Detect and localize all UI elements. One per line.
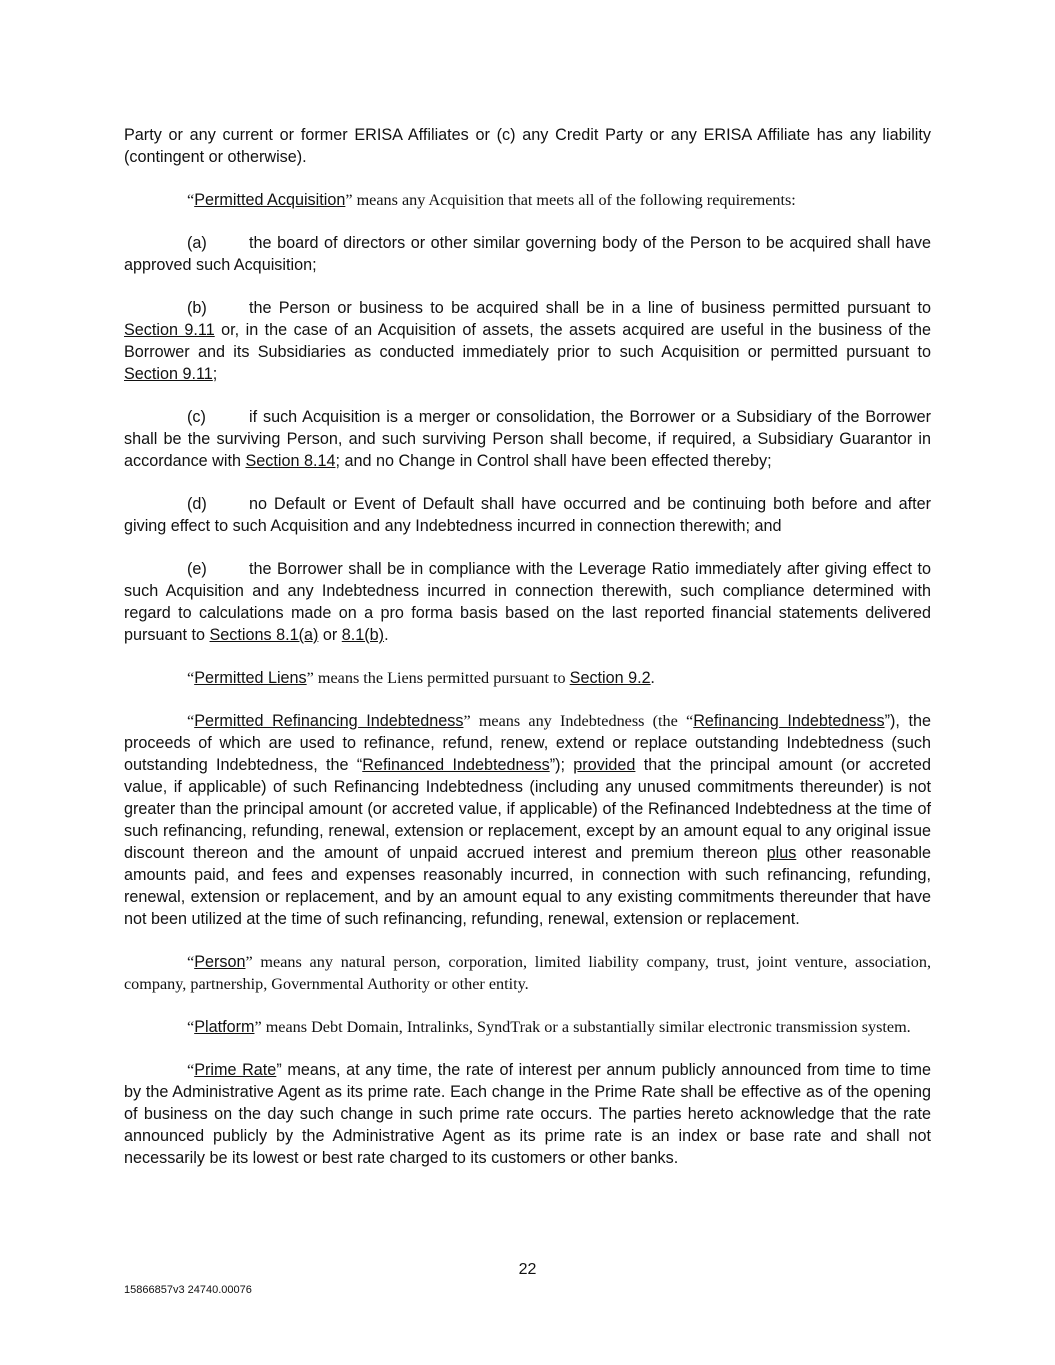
clause-label: (b) bbox=[187, 299, 207, 317]
clause-label: (e) bbox=[187, 560, 207, 578]
definition-text: ”); bbox=[549, 756, 574, 774]
open-quote: “ bbox=[187, 1061, 195, 1079]
close-quote: ” bbox=[306, 669, 314, 687]
section-reference: Section 9.2 bbox=[569, 669, 651, 687]
defined-term: Platform bbox=[194, 1018, 255, 1036]
clause-d bbox=[124, 493, 931, 537]
continued-paragraph: Party or any current or former ERISA Affiliates or (c) any Credit Party or any ERISA Affiliate has any liability (contingent or otherwise). bbox=[124, 126, 931, 166]
clause-c bbox=[124, 406, 931, 472]
clause-text: if such Acquisition is a merger or consolidation, the Borrower or a Subsidiary of the Borrower shall be the surviving Person, and such surviving Person shall become, if required, a Subsidiary Guarantor in accordance with bbox=[124, 408, 931, 470]
defined-term: Permitted Liens bbox=[194, 669, 307, 687]
definition-permitted-acquisition bbox=[124, 189, 931, 211]
proviso-term: plus bbox=[766, 844, 797, 862]
open-quote: “ bbox=[187, 1018, 195, 1036]
page-number: 22 bbox=[518, 1261, 537, 1278]
open-quote: “ bbox=[187, 191, 195, 209]
open-quote: “ bbox=[187, 712, 195, 730]
section-reference: Sections 8.1(a) bbox=[209, 626, 319, 644]
defined-term: Refinancing Indebtedness bbox=[693, 712, 885, 730]
definition-text: other reasonable amounts paid, and fees and expenses reasonably incurred, in connection with such refinancing, refunding, renewal, extension or replacement, and by an amount equal to any existing commitments thereunder that have not been utilized at the time of such refinancing, refunding, renewal, extension or replacement. bbox=[124, 844, 931, 928]
definition-prime-rate bbox=[124, 1059, 931, 1169]
definition-permitted-liens bbox=[124, 667, 931, 689]
document-id: 15866857v3 24740.00076 bbox=[124, 1284, 252, 1296]
clause-label: (d) bbox=[187, 495, 207, 513]
clause-a bbox=[124, 232, 931, 276]
clause-text: or bbox=[318, 626, 342, 644]
clause-text: no Default or Event of Default shall have occurred and be continuing both before and after giving effect to such Acquisition and any Indebtedness incurred in connection therewith; and bbox=[124, 495, 931, 535]
defined-term: Permitted Acquisition bbox=[194, 191, 346, 209]
defined-term: Prime Rate bbox=[194, 1061, 277, 1079]
section-reference: Section 8.14 bbox=[245, 452, 336, 470]
definition-text: that the principal amount (or accreted value, if applicable) of such Refinancing Indebtedness (including any unused commitments thereunder) is not greater than the principal amount (or accreted value, if applicable) of the Refinanced Indebtedness at the time of such refinancing, refunding, renewal, extension or replacement, except by an amount equal to any original issue discount thereon and the amount of unpaid accrued interest and premium thereon bbox=[124, 756, 931, 862]
definition-person bbox=[124, 951, 931, 995]
clause-text: the Borrower shall be in compliance with the Leverage Ratio immediately after giving effect to such Acquisition and any Indebtedness incurred in connection therewith, such compliance determined with regard to calculations made on a pro forma basis based on the last reported financial statements delivered pursuant to bbox=[124, 560, 931, 644]
section-reference: Section 9.11 bbox=[124, 321, 215, 339]
clause-text: the board of directors or other similar governing body of the Person to be acquired shall have approved such Acquisition; bbox=[124, 234, 931, 274]
defined-term: Person bbox=[194, 953, 246, 971]
close-quote: ” bbox=[345, 191, 353, 209]
definition-text: ” means, at any time, the rate of interest per annum publicly announced from time to time by the Administrative Agent as its prime rate. Each change in the Prime Rate shall be effective as of the opening of business on the day such change in such prime rate occurs. The parties hereto acknowledge that the rate announced publicly by the Administrative Agent as its prime rate is an index or base rate and shall not necessarily be its lowest or best rate charged to its customers or other banks. bbox=[124, 1061, 931, 1167]
proviso-term: provided bbox=[573, 756, 636, 774]
section-reference: Section 9.11 bbox=[124, 365, 213, 383]
definition-permitted-refinancing-indebtedness bbox=[124, 710, 931, 930]
clause-text: the Person or business to be acquired shall be in a line of business permitted pursuant to bbox=[249, 299, 931, 317]
definition-text: ”), the proceeds of which are used to refinance, refund, renew, extend or replace outstanding Indebtedness (such outstanding Indebtedness, the “ bbox=[124, 712, 931, 774]
clause-text: . bbox=[384, 626, 389, 644]
definition-text: means any Acquisition that meets all of the following requirements: bbox=[352, 191, 796, 209]
clause-text: or, in the case of an Acquisition of assets, the assets acquired are useful in the business of the Borrower and its Subsidiaries as conducted immediately prior to such Acquisition or permitted pursuant to bbox=[124, 321, 931, 361]
open-quote: “ bbox=[187, 669, 195, 687]
clause-e bbox=[124, 558, 931, 646]
clause-text: ; bbox=[212, 365, 218, 383]
document-body bbox=[124, 124, 931, 1190]
definition-text: means the Liens permitted pursuant to bbox=[313, 669, 570, 687]
definition-platform bbox=[124, 1016, 931, 1038]
open-quote: “ bbox=[187, 953, 195, 971]
clause-b bbox=[124, 297, 931, 385]
definition-text: ” means any Indebtedness (the “ bbox=[463, 712, 694, 730]
section-reference: 8.1(b) bbox=[341, 626, 385, 644]
clause-label: (c) bbox=[187, 408, 206, 426]
definition-text: ” means Debt Domain, Intralinks, SyndTrak or a substantially similar electronic transmission system. bbox=[254, 1018, 911, 1036]
clause-text: ; and no Change in Control shall have been effected thereby; bbox=[335, 452, 772, 470]
defined-term: Refinanced Indebtedness bbox=[362, 756, 550, 774]
clause-label: (a) bbox=[187, 234, 207, 252]
defined-term: Permitted Refinancing Indebtedness bbox=[194, 712, 464, 730]
definition-text: . bbox=[650, 669, 655, 687]
definition-text: ” means any natural person, corporation, limited liability company, trust, joint venture, association, company, partnership, Governmental Authority or other entity. bbox=[124, 953, 931, 993]
